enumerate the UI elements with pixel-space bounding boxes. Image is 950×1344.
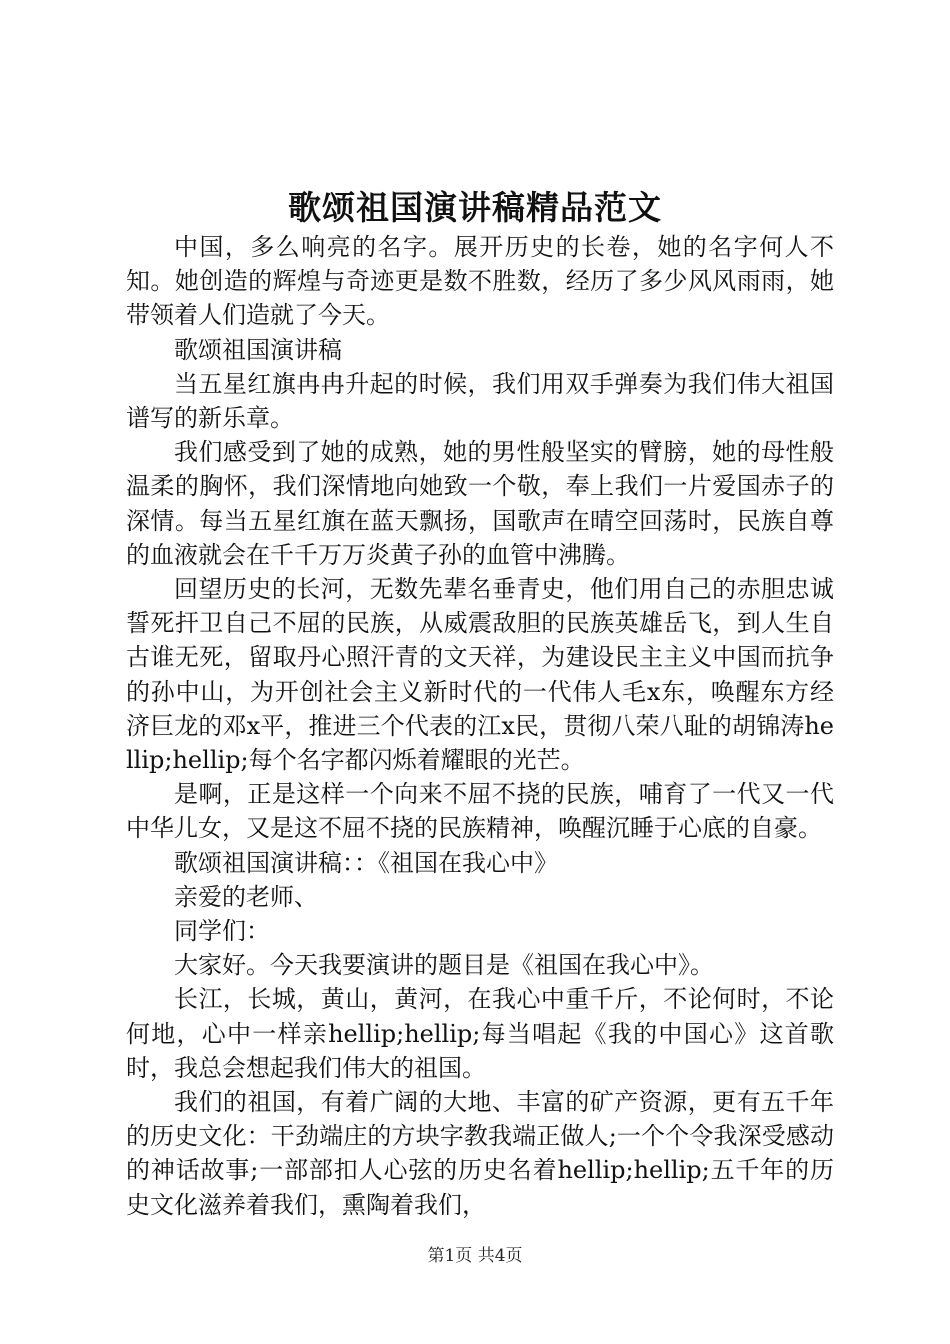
paragraph: 我们感受到了她的成熟，她的男性般坚实的臂膀，她的母性般温柔的胸怀，我们深情地向她致一个敬，奉上我们一片爱国赤子的深情。每当五星红旗在蓝天飘扬，国歌声在晴空回荡时，民族自尊的血液就会在千千万万炎黄子孙的血管中沸腾。: [126, 438, 834, 569]
document-title: 歌颂祖国演讲稿精品范文: [288, 188, 662, 227]
paragraph-greeting: 大家好。今天我要演讲的题目是《祖国在我心中》。: [174, 951, 714, 980]
paragraph: 回望历史的长河，无数先辈名垂青史，他们用自己的赤胆忠诚誓死扞卫自己不屈的民族，从威震敌胆的民族英雄岳飞，到人生自古谁无死，留取丹心照汗青的文天祥，为建设民主主义中国而抗争的孙中山，为开创社会主义新时代的一代伟人毛x东，唤醒东方经济巨龙的邓x平，推进三个代表的江x民，贯彻八荣八耻的胡锦涛hellip;hellip;每个名字都闪烁着耀眼的光芒。: [126, 575, 834, 775]
paragraph-salutation: 亲爱的老师、: [174, 882, 318, 911]
document-body: [126, 230, 834, 1222]
paragraph-subheading: 歌颂祖国演讲稿: [174, 335, 342, 364]
paragraph: 我们的祖国，有着广阔的大地、丰富的矿产资源，更有五千年的历史文化：干劲端庄的方块字教我端正做人;一个个令我深受感动的神话故事;一部部扣人心弦的历史名着hellip;hellip;五千年的历史文化滋养着我们，熏陶着我们，: [126, 1088, 834, 1219]
paragraph-intro: 中国，多么响亮的名字。展开历史的长卷，她的名字何人不知。她创造的辉煌与奇迹更是数不胜数，经历了多少风风雨雨，她带领着人们造就了今天。: [126, 233, 834, 330]
paragraph: 长江，长城，黄山，黄河，在我心中重千斤，不论何时，不论何地，心中一样亲hellip;hellip;每当唱起《我的中国心》这首歌时，我总会想起我们伟大的祖国。: [126, 985, 834, 1082]
paragraph-salutation: 同学们：: [174, 917, 270, 946]
paragraph-speech-title: 歌颂祖国演讲稿：：《祖国在我心中》: [174, 848, 558, 877]
paragraph: 是啊，正是这样一个向来不屈不挠的民族，哺育了一代又一代中华儿女，又是这不屈不挠的民族精神，唤醒沉睡于心底的自豪。: [126, 780, 834, 843]
page-footer: 第1页 共4页: [427, 1246, 523, 1266]
paragraph: 当五星红旗冉冉升起的时候，我们用双手弹奏为我们伟大祖国谱写的新乐章。: [126, 369, 834, 433]
